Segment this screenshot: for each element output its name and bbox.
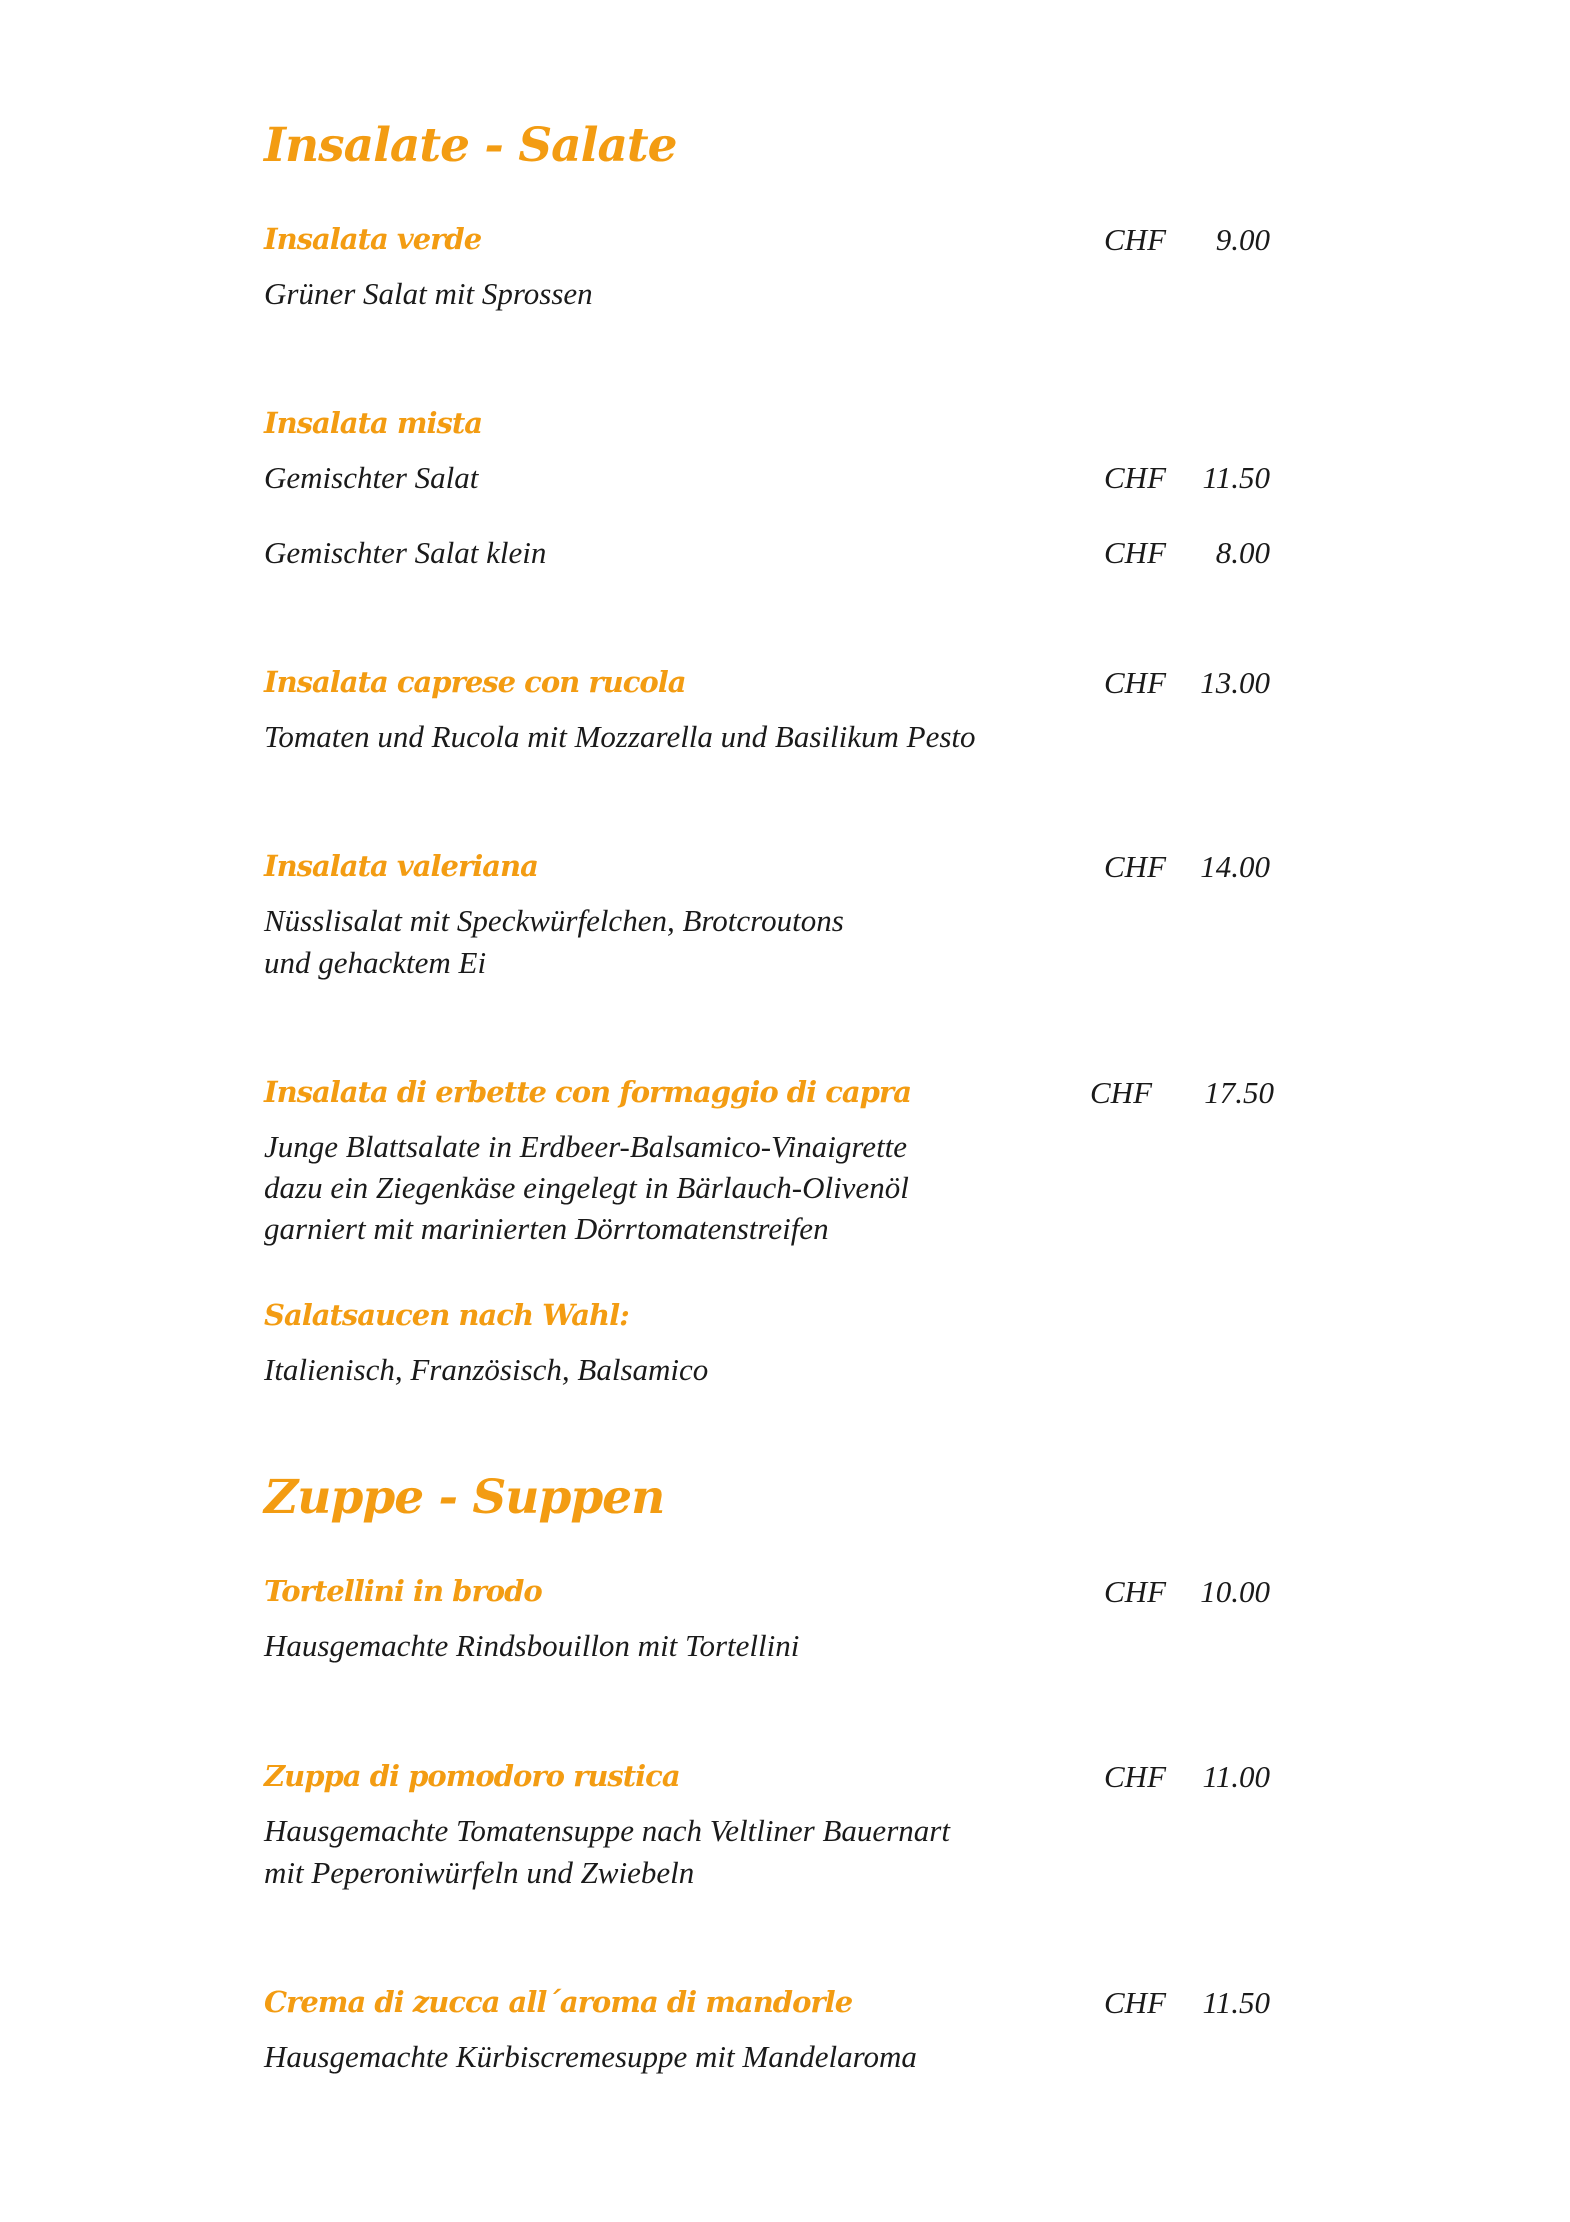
section-title-salads: Insalate - Salate (264, 118, 677, 173)
section-title-soups: Zuppe - Suppen (264, 1470, 665, 1525)
currency-label: CHF (1104, 665, 1166, 700)
item-name-tortellini: Tortellini in brodo (264, 1574, 542, 1608)
desc-insalata-valeriana-line: und gehacktem Ei (264, 945, 487, 980)
price-tortellini: 10.00 (1200, 1574, 1270, 1609)
price-insalata-verde: 9.00 (1215, 222, 1270, 257)
item-name-insalata-mista: Insalata mista (264, 406, 483, 440)
item-name-insalata-caprese: Insalata caprese con rucola (264, 665, 686, 699)
desc-insalata-valeriana-line: Nüsslisalat mit Speckwürfelchen, Brotcroutons (264, 903, 844, 938)
price-insalata-caprese: 13.00 (1200, 665, 1270, 700)
item-name-crema-zucca: Crema di zucca all´aroma di mandorle (264, 1985, 853, 2019)
desc-gemischter-salat: Gemischter Salat (264, 460, 479, 495)
price-insalata-erbette: 17.50 (1204, 1075, 1274, 1110)
item-name-zuppa-pomodoro: Zuppa di pomodoro rustica (264, 1759, 680, 1793)
currency-label: CHF (1104, 535, 1166, 570)
item-name-insalata-erbette: Insalata di erbette con formaggio di capra (264, 1075, 911, 1109)
currency-label: CHF (1104, 460, 1166, 495)
price-gemischter-salat-klein: 8.00 (1215, 535, 1270, 570)
desc-crema-zucca: Hausgemachte Kürbiscremesuppe mit Mandelaroma (264, 2039, 917, 2074)
desc-insalata-erbette-line: Junge Blattsalate in Erdbeer-Balsamico-Vinaigrette (264, 1129, 908, 1164)
price-zuppa-pomodoro: 11.00 (1202, 1759, 1270, 1794)
desc-insalata-erbette-line: dazu ein Ziegenkäse eingelegt in Bärlauch-Olivenöl (264, 1170, 909, 1205)
currency-label: CHF (1104, 849, 1166, 884)
item-name-insalata-verde: Insalata verde (264, 222, 482, 256)
desc-insalata-verde: Grüner Salat mit Sprossen (264, 276, 593, 311)
desc-tortellini: Hausgemachte Rindsbouillon mit Tortellini (264, 1628, 800, 1663)
desc-gemischter-salat-klein: Gemischter Salat klein (264, 535, 547, 570)
currency-label: CHF (1090, 1075, 1152, 1110)
currency-label: CHF (1104, 1574, 1166, 1609)
price-crema-zucca: 11.50 (1202, 1985, 1270, 2020)
desc-insalata-erbette-line: garniert mit marinierten Dörrtomatenstreifen (264, 1211, 829, 1246)
item-name-insalata-valeriana: Insalata valeriana (264, 849, 538, 883)
desc-zuppa-pomodoro-line: mit Peperoniwürfeln und Zwiebeln (264, 1855, 695, 1890)
currency-label: CHF (1104, 1985, 1166, 2020)
currency-label: CHF (1104, 1759, 1166, 1794)
desc-insalata-caprese: Tomaten und Rucola mit Mozzarella und Basilikum Pesto (264, 719, 976, 754)
desc-zuppa-pomodoro-line: Hausgemachte Tomatensuppe nach Veltliner Bauernart (264, 1813, 950, 1848)
currency-label: CHF (1104, 222, 1166, 257)
price-gemischter-salat: 11.50 (1202, 460, 1270, 495)
price-insalata-valeriana: 14.00 (1200, 849, 1270, 884)
desc-salatsaucen: Italienisch, Französisch, Balsamico (264, 1352, 709, 1387)
item-name-salatsaucen: Salatsaucen nach Wahl: (264, 1298, 629, 1332)
